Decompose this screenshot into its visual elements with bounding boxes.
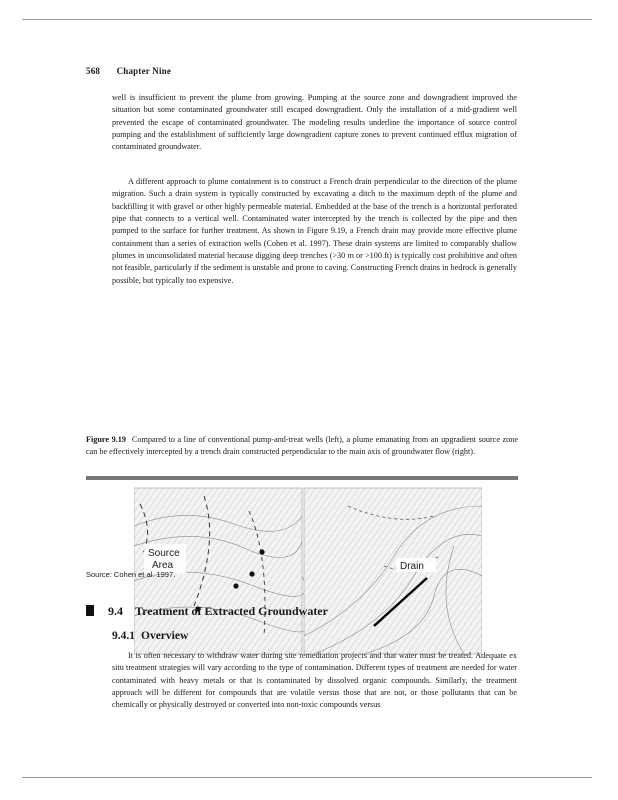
caption-rule — [86, 476, 518, 480]
bottom-rule — [22, 777, 592, 778]
running-header — [86, 66, 171, 76]
section-heading — [86, 604, 328, 619]
body-paragraph: well is insufficient to prevent the plume from growing. Pumping at the source zone and downgradient improved the situation but some contaminated groundwater still escaped downgradient. Only the installation of a mid-gradient well prevented the escape of contaminated groundwater. The modeling results underline the importance of source control pumping and the establishment of sufficiently large downgradient capture zones to prevent continued efflux migration of contaminated groundwater. — [112, 93, 517, 152]
drain-label: Drain — [400, 561, 424, 572]
body-paragraph: A different approach to plume containment is to construct a French drain perpendicular to the direction of the plume migration. Such a drain system is typically constructed by excavating a ditch to the maximum depth of the plume and backfilling it with gravel or other highly permeable material. Embedded at the base of the trench is a horizontal perforated pipe that connects to a vertical well. Contaminated water intercepted by the trench is collected by the pipe and then pumped to the surface for further treatment. As shown in Figure 9.19, a French drain may provide more effective plume containment than a series of extraction wells (Cohen et al. 1997). These drain systems are limited to comparably shallow plumes in unconsolidated material because digging deep trenches (>30 m or >100 ft) is typically cost prohibitive and often not feasible, particularly if the sediment is unstable and prone to caving. Constructing French drains in bedrock is generally possible, but typically too expensive. — [112, 177, 517, 285]
source-area-label: Source — [148, 548, 180, 559]
figure-label: Figure 9.19 — [86, 435, 126, 444]
section-bullet-icon — [86, 605, 94, 616]
right-panel — [304, 488, 482, 654]
section-title: Treatment of Extracted Groundwater — [135, 604, 328, 618]
subsection-number: 9.4.1 — [112, 630, 135, 642]
figure-caption — [86, 434, 518, 458]
top-rule — [22, 19, 592, 20]
extraction-well — [233, 583, 238, 588]
figure-caption-text: Compared to a line of conventional pump-and-treat wells (left), a plume emanating from an upgradient source zone can be effectively intercepted by a trench drain constructed perpendicular to the main axis of groundwater flow (right). — [86, 435, 518, 457]
page-number: 568 — [86, 66, 101, 76]
section-number: 9.4 — [108, 604, 123, 618]
chapter-title: Chapter Nine — [116, 66, 172, 76]
source-area-label: Area — [152, 560, 174, 571]
source-credit: Source: Cohen et al. 1997. — [86, 570, 176, 579]
subsection-title: Overview — [141, 630, 189, 642]
subsection-heading — [112, 630, 188, 642]
body-paragraph: It is often necessary to withdraw water during site remediation projects and that water must be treated. Adequate ex situ treatment strategies will vary according to the type of contamination. Different types of treatment are needed for water contaminated with heavy metals or that is contaminated by dissolved organic compounds. Similarly, the treatment approach will be different for compounds that are volatile versus those that are not, or those pollutants that can be chemically or physically destroyed or converted into non-toxic compounds versus — [112, 651, 517, 710]
extraction-well — [249, 571, 254, 576]
extraction-well — [259, 549, 264, 554]
